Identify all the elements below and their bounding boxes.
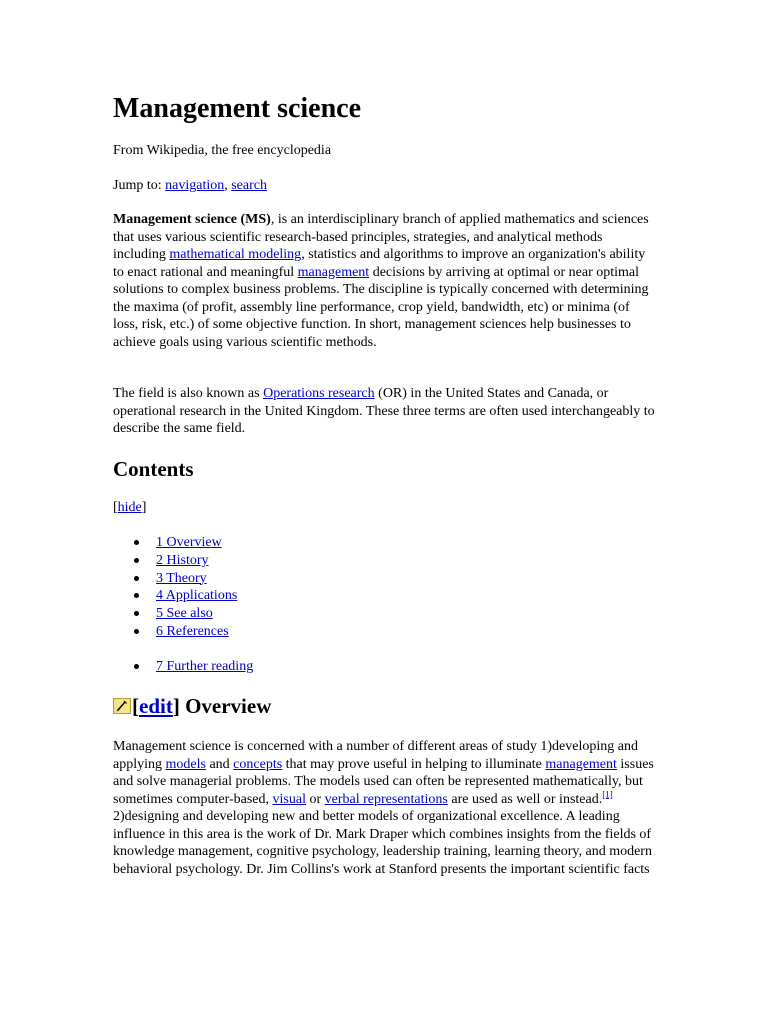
overview-text-3: that may prove useful in helping to illuminate <box>282 756 546 772</box>
pencil-edit-icon[interactable] <box>113 698 131 714</box>
jump-search-link[interactable]: search <box>231 178 267 193</box>
management-link-2[interactable]: management <box>545 756 617 772</box>
field-text-1: The field is also known as <box>113 386 264 401</box>
mathematical-modeling-link[interactable]: mathematical modeling <box>169 247 302 262</box>
toc-link-references[interactable]: 6 References <box>156 623 229 639</box>
bullet-dot <box>134 664 139 669</box>
edit-bracket-open: [ <box>132 694 139 718</box>
lead-paragraph <box>113 211 658 351</box>
toc-link-history[interactable]: 2 History <box>156 552 209 568</box>
toc-hide-link[interactable]: hide <box>117 500 142 515</box>
toc-item <box>113 605 413 623</box>
overview-heading <box>113 692 271 720</box>
toc-item <box>113 552 413 570</box>
toc-toggle <box>113 499 146 517</box>
visual-link[interactable]: visual <box>272 791 306 807</box>
verbal-representations-link[interactable]: verbal representations <box>324 791 448 807</box>
bullet-dot <box>134 629 139 634</box>
bullet-dot <box>134 611 139 616</box>
edit-section-link[interactable]: edit <box>139 694 173 718</box>
overview-text-5: or <box>305 791 325 807</box>
toc-item <box>113 534 413 552</box>
toc-link-theory[interactable]: 3 Theory <box>156 570 207 586</box>
lead-text-3: decisions by arriving at optimal or near optimal solutions to complex business problems. The discipline is typically concerned with determining the maxima (of profit, assembly line performance, crop yield, bandwidth, etc) or minima (of loss, risk, etc.) of some objective function. In short, management sciences help businesses to achieve goals using various scientific methods. <box>113 264 649 350</box>
site-subtitle: From Wikipedia, the free encyclopedia <box>113 143 332 158</box>
toc-link-applications[interactable]: 4 Applications <box>156 588 238 604</box>
jump-to-label: Jump to: <box>113 178 166 193</box>
toc-link-further-reading[interactable]: 7 Further reading <box>156 659 254 674</box>
toc-item <box>113 587 413 605</box>
bullet-dot <box>134 558 139 563</box>
section-title: Overview <box>179 694 272 718</box>
toc-link-see-also[interactable]: 5 See also <box>156 606 213 621</box>
contents-heading: Contents <box>113 457 194 481</box>
toc-bracket-open: [ <box>113 500 118 515</box>
page-title: Management science <box>113 93 362 124</box>
jump-separator: , <box>224 178 232 193</box>
toc-item <box>113 658 413 676</box>
bullet-dot <box>134 576 139 581</box>
edit-bracket-close: ] <box>172 694 180 718</box>
lead-text-1: , is an interdisciplinary branch of applied mathematics and sciences that uses various scientific research-based principles, strategies, and analytical methods including <box>113 212 649 262</box>
toc-item <box>113 570 413 588</box>
overview-text-2: and <box>205 756 234 772</box>
reference-link[interactable]: [1] <box>602 788 613 799</box>
overview-text-6: are used as well or instead. <box>447 791 603 807</box>
management-link[interactable]: management <box>297 264 370 280</box>
bullet-dot <box>134 540 139 545</box>
operations-research-link[interactable]: Operations research <box>263 386 375 401</box>
lead-text-2: , statistics and algorithms to improve an organization's ability to enact rational and meaningful <box>113 247 646 280</box>
field-text-2: (OR) in the United States and Canada, or operational research in the United Kingdom. These three terms are often used interchangeably to describe the same field. <box>113 386 655 436</box>
field-paragraph <box>113 385 658 438</box>
jump-to-line <box>113 177 267 195</box>
toc-bracket-close: ] <box>141 500 147 515</box>
concepts-link[interactable]: concepts <box>233 756 283 772</box>
overview-text-1: Management science is concerned with a number of different areas of study 1)developing and applying <box>113 739 638 772</box>
overview-text-4: issues and solve managerial problems. The models used can often be represented mathematically, but sometimes computer-based, <box>113 756 654 807</box>
toc-list-continued <box>113 658 413 676</box>
toc-link-overview[interactable]: 1 Overview <box>156 535 222 550</box>
bullet-dot <box>134 593 139 598</box>
toc-item <box>113 623 413 641</box>
toc-list <box>113 534 413 641</box>
lead-term: Management science (MS) <box>113 212 271 227</box>
models-link[interactable]: models <box>165 756 206 772</box>
overview-paragraph <box>113 738 658 878</box>
overview-text-7: 2)designing and developing new and better models of organizational excellence. A leading influence in this area is the work of Dr. Mark Draper which combines insights from the fields of knowledge management, cognitive psychology, leadership training, learning theory, and modern behavioral psychology. Dr. Jim Collins's work at Stanford presents the important scientific facts <box>113 809 652 877</box>
jump-navigation-link[interactable]: navigation <box>165 178 225 193</box>
